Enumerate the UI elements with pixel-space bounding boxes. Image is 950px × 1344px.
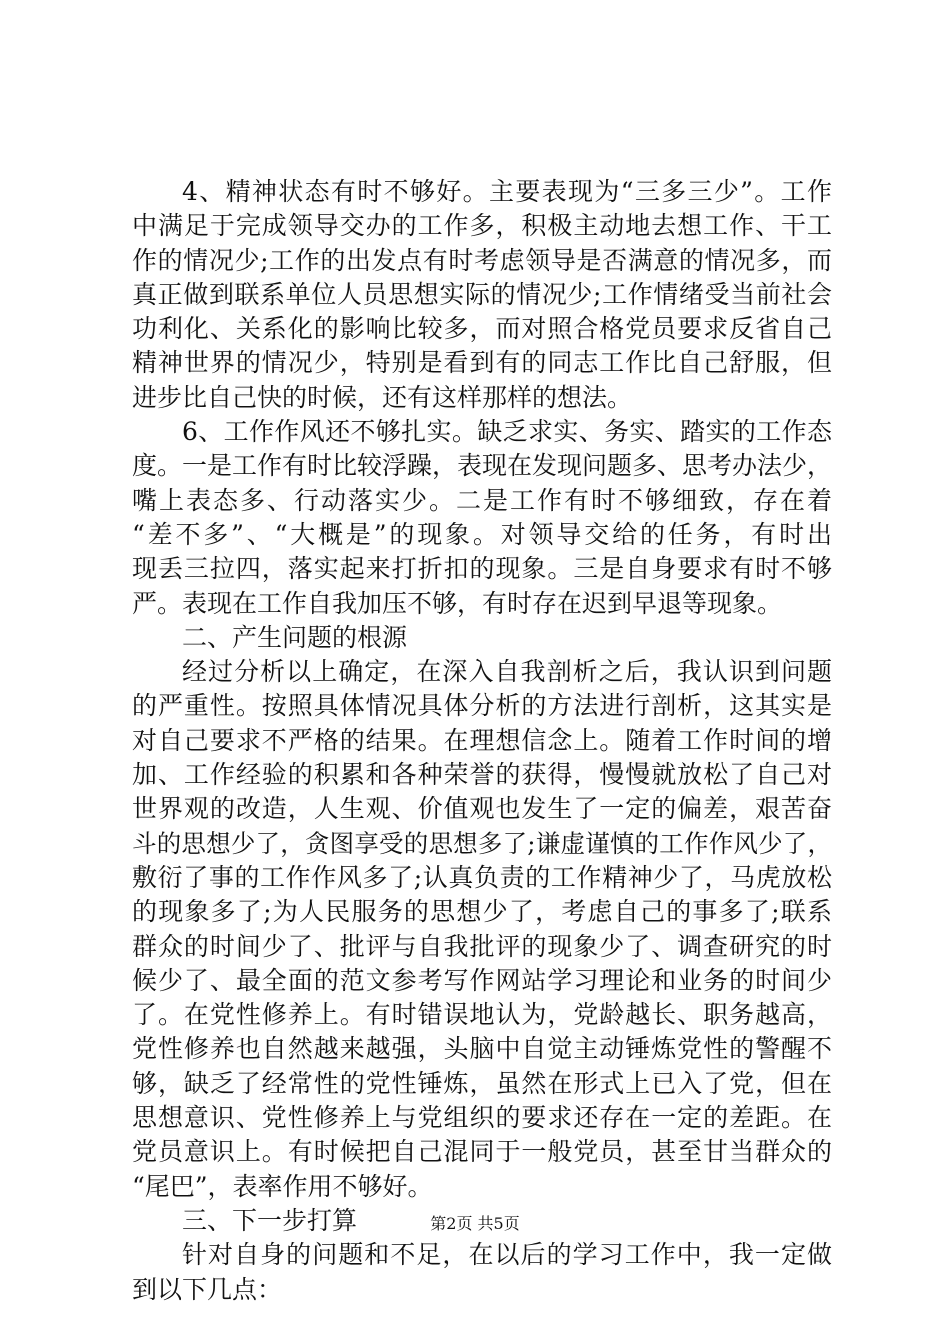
text-line: 三、下一步打算	[182, 1205, 358, 1235]
text-line: 的现象多了;为人民服务的思想少了，考虑自己的事多了;联系	[132, 897, 832, 927]
text-line: 思想意识、党性修养上与党组织的要求还存在一定的差距。在	[132, 1103, 832, 1133]
text-line: 敷衍了事的工作作风多了;认真负责的工作精神少了，马虎放松	[132, 862, 832, 892]
text-line: 到以下几点：	[132, 1274, 283, 1304]
text-line: 对自己要求不严格的结果。在理想信念上。随着工作时间的增	[132, 725, 832, 755]
text-line: 度。一是工作有时比较浮躁，表现在发现问题多、思考办法少，	[132, 451, 833, 481]
text-line: 进步比自己快的时候，还有这样那样的想法。	[132, 382, 633, 412]
text-line: 作的情况少;工作的出发点有时考虑领导是否满意的情况多，而	[132, 245, 832, 275]
text-line: 候少了、最全面的范文参考写作网站学习理论和业务的时间少	[132, 965, 832, 995]
text-line: “尾巴”，表率作用不够好。	[132, 1171, 433, 1201]
text-line: 加、工作经验的积累和各种荣誉的获得，慢慢就放松了自己对	[132, 760, 832, 790]
text-line: 6、工作作风还不够扎实。缺乏求实、务实、踏实的工作态	[182, 417, 832, 447]
text-line: 党性修养也自然越来越强，头脑中自觉主动锤炼党性的警醒不	[132, 1034, 832, 1064]
text-line: 中满足于完成领导交办的工作多，积极主动地去想工作、干工	[132, 211, 832, 241]
text-line: 真正做到联系单位人员思想实际的情况少;工作情绪受当前社会	[132, 279, 832, 309]
text-line: 功利化、关系化的影响比较多，而对照合格党员要求反省自己	[132, 314, 832, 344]
document-body	[132, 175, 832, 1307]
text-line: 针对自身的问题和不足，在以后的学习工作中，我一定做	[182, 1240, 832, 1270]
text-line: 的严重性。按照具体情况具体分析的方法进行剖析，这其实是	[132, 691, 832, 721]
text-line: 嘴上表态多、行动落实少。二是工作有时不够细致，存在着	[132, 485, 832, 515]
text-line: 世界观的改造，人生观、价值观也发生了一定的偏差，艰苦奋	[132, 794, 832, 824]
text-line: “差不多”、“大概是”的现象。对领导交给的任务，有时出	[132, 519, 832, 549]
text-line: 了。在党性修养上。有时错误地认为，党龄越长、职务越高，	[132, 1000, 832, 1030]
text-line: 二、产生问题的根源	[182, 622, 408, 652]
text-line: 4、精神状态有时不够好。主要表现为“三多三少”。工作	[182, 177, 832, 206]
text-line: 斗的思想少了，贪图享受的思想多了;谦虚谨慎的工作作风少了，	[132, 828, 832, 858]
text-line: 现丢三拉四，落实起来打折扣的现象。三是自身要求有时不够	[132, 554, 832, 584]
text-line: 经过分析以上确定，在深入自我剖析之后，我认识到问题	[182, 657, 832, 687]
text-line: 够，缺乏了经常性的党性锤炼，虽然在形式上已入了党，但在	[132, 1068, 832, 1098]
text-line: 严。表现在工作自我加压不够，有时存在迟到早退等现象。	[132, 588, 783, 618]
page-footer: 第2页 共5页	[430, 1214, 520, 1233]
text-line: 群众的时间少了、批评与自我批评的现象少了、调查研究的时	[132, 931, 832, 961]
text-line: 党员意识上。有时候把自己混同于一般党员，甚至甘当群众的	[132, 1137, 832, 1167]
text-line: 精神世界的情况少，特别是看到有的同志工作比自己舒服，但	[132, 348, 832, 378]
